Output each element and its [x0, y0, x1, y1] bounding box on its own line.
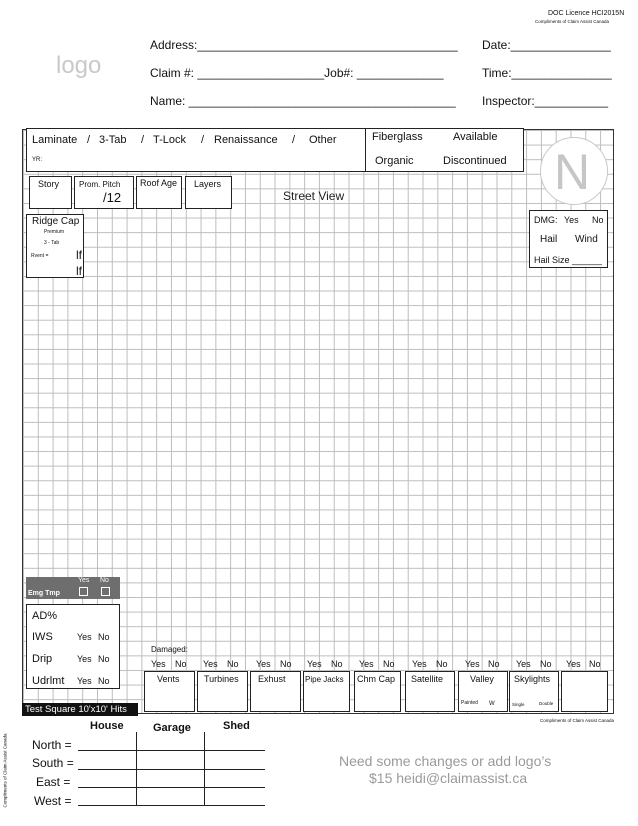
- comp-yes[interactable]: Yes: [412, 659, 427, 669]
- skylight-single[interactable]: Single: [512, 702, 525, 707]
- component-label: Exhust: [258, 674, 286, 684]
- drip-yes[interactable]: Yes: [77, 654, 92, 664]
- roof-type-renaissance[interactable]: Renaissance: [214, 134, 278, 146]
- comp-no[interactable]: No: [540, 659, 552, 669]
- comp-yes[interactable]: Yes: [465, 659, 480, 669]
- emg-no-checkbox[interactable]: [101, 587, 110, 596]
- table-rule: [78, 787, 265, 788]
- table-rule: [78, 750, 265, 751]
- comp-yes[interactable]: Yes: [307, 659, 322, 669]
- row-west-label: West =: [34, 794, 72, 808]
- comp-yes[interactable]: Yes: [151, 659, 166, 669]
- emg-yes-label: Yes: [78, 577, 90, 584]
- street-view-label: Street View: [283, 189, 345, 203]
- iws-yes[interactable]: Yes: [77, 632, 92, 642]
- comp-yes[interactable]: Yes: [516, 659, 531, 669]
- component-label: Satellite: [411, 674, 444, 684]
- ridge-cap-title: Ridge Cap: [32, 216, 80, 227]
- ridge-cap-rvent: Rvent =: [31, 253, 49, 259]
- ad-percent-label: AD%: [32, 610, 58, 622]
- ridge-cap-lf: lf: [76, 248, 82, 262]
- inspector-field[interactable]: Inspector:___________: [482, 94, 609, 108]
- story-label: Story: [38, 179, 60, 189]
- time-field[interactable]: Time:_______________: [482, 66, 612, 80]
- underlayment-label: Udrlmt: [32, 675, 65, 687]
- row-north-label: North =: [32, 738, 72, 752]
- table-header-house: House: [90, 720, 124, 732]
- table-divider: [136, 732, 137, 806]
- comp-yes[interactable]: Yes: [256, 659, 271, 669]
- damage-yes[interactable]: Yes: [564, 215, 579, 225]
- table-divider: [204, 732, 205, 806]
- pitch-value: /12: [103, 190, 122, 205]
- table-rule: [78, 805, 265, 806]
- claim-job-field[interactable]: Claim #: ___________________Job#: _____________: [150, 66, 444, 80]
- ridge-cap-premium: Premium: [44, 229, 65, 235]
- comp-yes[interactable]: Yes: [203, 659, 218, 669]
- comp-no[interactable]: No: [589, 659, 601, 669]
- header-compliments: Compliments of Claim Assist Canada: [535, 19, 610, 24]
- table-rule: [78, 769, 265, 770]
- comp-no[interactable]: No: [227, 659, 239, 669]
- ridge-cap-lf: lf: [76, 264, 82, 278]
- drip-no[interactable]: No: [98, 654, 110, 664]
- comp-no[interactable]: No: [331, 659, 343, 669]
- comp-no[interactable]: No: [280, 659, 292, 669]
- roof-type-sep: /: [292, 134, 296, 146]
- component-label: Valley: [470, 674, 494, 684]
- emg-label: Emg Tmp: [28, 590, 60, 597]
- direction-table: [78, 732, 265, 808]
- date-field[interactable]: Date:_______________: [482, 38, 611, 52]
- name-field[interactable]: Name: ________________________________________: [150, 94, 456, 108]
- roof-type-tlock[interactable]: T-Lock: [153, 134, 187, 146]
- emg-no-label: No: [100, 577, 109, 584]
- comp-no[interactable]: No: [175, 659, 187, 669]
- skylight-double[interactable]: Double: [539, 701, 554, 706]
- roof-type-sep: /: [141, 134, 145, 146]
- comp-yes[interactable]: Yes: [566, 659, 581, 669]
- roof-type-3tab[interactable]: 3-Tab: [99, 134, 127, 146]
- compass-north-letter: N: [554, 144, 591, 200]
- underlayment-yes[interactable]: Yes: [77, 676, 92, 686]
- comp-no[interactable]: No: [383, 659, 395, 669]
- component-label: Vents: [157, 674, 180, 684]
- damage-wind[interactable]: Wind: [575, 234, 598, 245]
- comp-no[interactable]: No: [488, 659, 500, 669]
- year-label: YR:: [32, 157, 43, 163]
- roof-type-sep: /: [87, 134, 91, 146]
- address-field[interactable]: Address:_______________________________________: [150, 38, 458, 52]
- component-label: Pipe Jacks: [305, 675, 344, 684]
- logo-placeholder: logo: [56, 52, 102, 79]
- damage-no[interactable]: No: [592, 215, 604, 225]
- ridge-cap-3tab: 3 - Tab: [44, 240, 60, 246]
- promo-line-1: Need some changes or add logo’s: [339, 753, 552, 769]
- pitch-label: Prom. Pitch: [79, 180, 121, 189]
- damage-label: DMG:: [534, 215, 558, 225]
- roof-type-sep: /: [201, 134, 205, 146]
- row-east-label: East =: [36, 775, 71, 789]
- emg-yes-checkbox[interactable]: [79, 587, 88, 596]
- component-label: Chm Cap: [357, 674, 396, 684]
- test-square-label: Test Square 10'x10' Hits: [25, 704, 127, 715]
- roof-type-divider: [365, 128, 366, 172]
- iws-no[interactable]: No: [98, 632, 110, 642]
- material-organic[interactable]: Organic: [375, 155, 414, 167]
- comp-yes[interactable]: Yes: [359, 659, 374, 669]
- roof-type-other[interactable]: Other: [309, 134, 337, 146]
- valley-w[interactable]: W: [489, 701, 495, 707]
- side-compliments: Compliments of Claim Assist Canada: [2, 733, 8, 808]
- underlayment-no[interactable]: No: [98, 676, 110, 686]
- roof-age-label: Roof Age: [140, 178, 178, 188]
- component-blank[interactable]: [561, 671, 608, 712]
- table-header-shed: Shed: [223, 720, 250, 732]
- material-fiberglass[interactable]: Fiberglass: [372, 131, 423, 143]
- valley-painted[interactable]: Painted: [461, 700, 478, 706]
- damage-hail[interactable]: Hail: [540, 234, 558, 245]
- comp-no[interactable]: No: [436, 659, 448, 669]
- component-label: Turbines: [204, 674, 239, 684]
- damaged-label: Damaged:: [151, 645, 188, 654]
- component-label: Skylights: [514, 674, 551, 684]
- layers-label: Layers: [194, 179, 222, 189]
- licence-text: DOC Licence HCI2015N: [548, 10, 625, 17]
- table-header-garage: Garage: [153, 722, 191, 734]
- row-south-label: South =: [32, 756, 74, 770]
- roof-type-laminate[interactable]: Laminate: [32, 134, 78, 146]
- availability-available[interactable]: Available: [453, 131, 498, 143]
- hail-size-field[interactable]: Hail Size ______: [534, 255, 603, 265]
- promo-line-2[interactable]: $15 heidi@claimassist.ca: [369, 770, 528, 786]
- drip-label: Drip: [32, 653, 53, 665]
- iws-label: IWS: [32, 631, 53, 643]
- availability-discontinued[interactable]: Discontinued: [443, 155, 507, 167]
- footer-compliments: Compliments of Claim Assist Canada: [540, 718, 615, 723]
